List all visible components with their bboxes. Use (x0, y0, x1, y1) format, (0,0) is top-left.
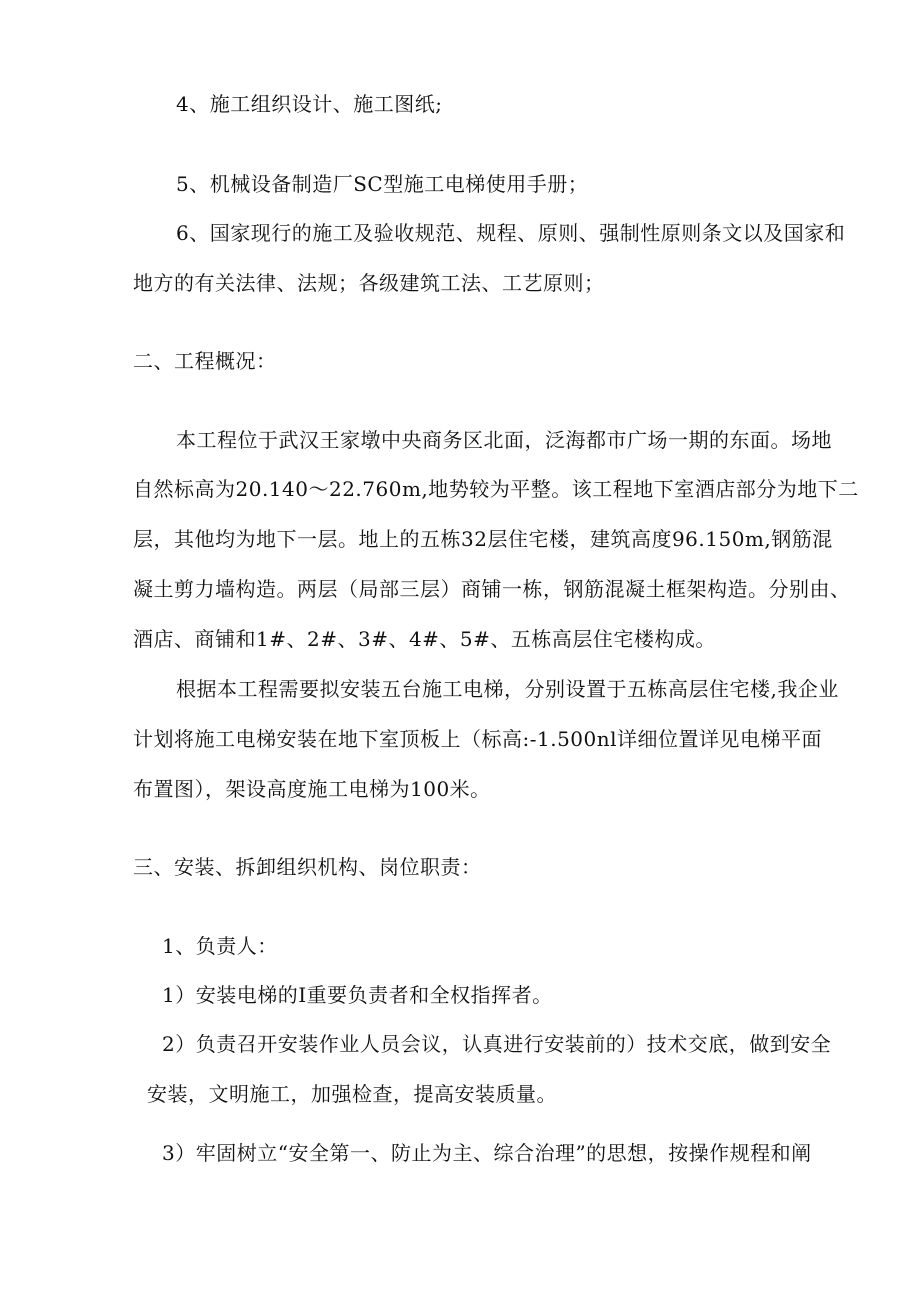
reference-item-6-cont: 地方的有关法律、法规；各级建筑工法、工艺原则； (133, 271, 605, 295)
reference-item-6: 6、国家现行的施工及验收规范、规程、原则、强制性原则条文以及国家和 (176, 221, 846, 245)
paragraph-line: 本工程位于武汉王家墩中央商务区北面，泛海都市广场一期的东面。场地 (176, 428, 832, 452)
paragraph-line: 自然标高为20.140～22.760m,地势较为平整。该工程地下室酒店部分为地下二 (133, 477, 859, 501)
list-item-2: 2）负责召开安装作业人员会议，认真进行安装前的）技术交底，做到安全 (162, 1032, 832, 1056)
paragraph-line: 层，其他均为地下一层。地上的五栋32层住宅楼，建筑高度96.150m,钢筋混 (133, 527, 833, 551)
reference-item-5: 5、机械设备制造厂SC型施工电梯使用手册； (176, 172, 589, 196)
reference-item-4: 4、施工组织设计、施工图纸; (176, 92, 443, 116)
paragraph-line: 根据本工程需要拟安装五台施工电梯，分别设置于五栋高层住宅楼,我企业 (176, 677, 839, 701)
paragraph-line: 凝土剪力墙构造。两层（局部三层）商铺一栋，钢筋混凝土框架构造。分别由、 (133, 577, 851, 601)
list-item-2-cont: 安装，文明施工，加强检查，提高安装质量。 (147, 1082, 557, 1106)
paragraph-line: 酒店、商铺和1#、2#、3#、4#、5#、五栋高层住宅楼构成。 (133, 627, 716, 651)
list-item-3: 3）牢固树立“安全第一、防止为主、综合治理”的思想，按操作规程和阐 (162, 1141, 812, 1165)
paragraph-line: 布置图），架设高度施工电梯为100米。 (133, 777, 491, 801)
paragraph-line: 计划将施工电梯安装在地下室顶板上（标高:-1.500nl详细位置详见电梯平面 (133, 727, 823, 751)
section-heading-2: 二、工程概况： (133, 349, 277, 373)
list-item-1: 1）安装电梯的I重要负责者和全权指挥者。 (162, 983, 553, 1007)
section-heading-3: 三、安装、拆卸组织机构、岗位职责： (133, 855, 482, 879)
subheading-1: 1、负责人： (162, 934, 278, 958)
